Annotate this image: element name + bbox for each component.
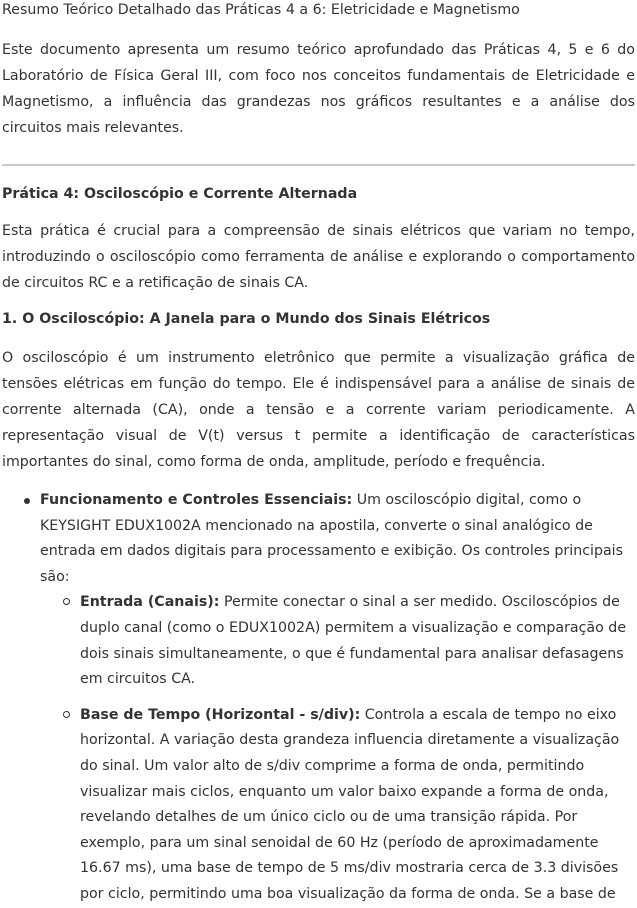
oscilloscope-description: O osciloscópio é um instrumento eletrônico que permite a visualização gráfica de tensões elétricas em função do tempo. Ele é indispensável para a análise de sinais de corrente alternada (CA), onde a tensão e a corrente variam periodicamente. A representação visual de V(t) versus t permite a identificação de características importantes do sinal, como forma de onda, amplitude, período e frequência.	[2, 350, 635, 470]
sub-list	[40, 590, 635, 907]
list-item	[80, 703, 635, 908]
list-item	[80, 590, 635, 692]
bullet-text: Um osciloscópio digital, como o KEYSIGHT EDUX1002A mencionado na apostila, converte o sinal analógico de entrada em dados digitais para processamento e exibição. Os controles principais são:	[40, 492, 623, 585]
sub-bullet-text: Controla a escala de tempo no eixo horizontal. A variação desta grandeza influencia diretamente a visualização do sinal. Um valor alto de s/div comprime a forma de onda, permitindo visualizar mais ciclos, enquanto um valor baixo expande a forma de onda, revelando detalhes de um único ciclo ou de uma transição rápida. Por exemplo, para um sinal senoidal de 60 Hz (período de aproximadamente 16.67 ms), uma base de tempo de 5 ms/div mostraria cerca de 3.3 divisões por ciclo, permitindo uma boa visualização da forma de onda. Se a base de	[80, 706, 620, 902]
pratica4-heading: Prática 4: Osciloscópio e Corrente Alternada	[2, 186, 358, 202]
sub-bullet-text: Permite conectar o sinal a ser medido. Osciloscópios de duplo canal (como o EDUX1002A) permitem a visualização e comparação de dois sinais simultaneamente, o que é fundamental para analisar defasagens em circuitos CA.	[80, 594, 627, 688]
document-title: Resumo Teórico Detalhado das Práticas 4 a 6: Eletricidade e Magnetismo	[2, 2, 520, 18]
sub-bullet-label: Base de Tempo (Horizontal - s/div):	[80, 706, 361, 723]
pratica4-description: Esta prática é crucial para a compreensão de sinais elétricos que variam no tempo, introduzindo o osciloscópio como ferramenta de análise e explorando o comportamento de circuitos RC e a retificação de sinais CA.	[2, 223, 635, 291]
intro-paragraph: Este documento apresenta um resumo teórico aprofundado das Práticas 4, 5 e 6 do Laboratório de Física Geral III, com foco nos conceitos fundamentais de Eletricidade e Magnetismo, a influência das grandezas nos gráficos resultantes e a análise dos circuitos mais relevantes.	[2, 42, 635, 136]
list-item	[40, 488, 635, 908]
controls-list	[2, 488, 635, 908]
bullet-label: Funcionamento e Controles Essenciais:	[40, 492, 353, 508]
document-page	[0, 1, 635, 908]
sub-bullet-label: Entrada (Canais):	[80, 594, 220, 611]
oscilloscope-heading: 1. O Osciloscópio: A Janela para o Mundo dos Sinais Elétricos	[2, 311, 491, 327]
section-divider	[2, 164, 635, 166]
